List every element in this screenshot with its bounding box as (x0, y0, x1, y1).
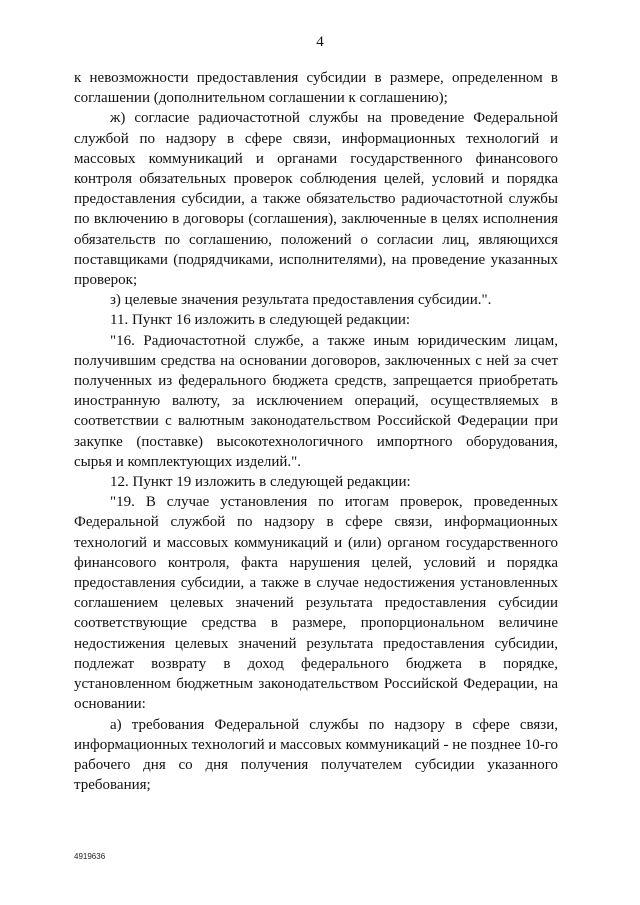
paragraph-item-zh: ж) согласие радиочастотной службы на проведение Федеральной службой по надзору в сфере связи, информационных технологий и массовых коммуникаций и органами государственного финансового контроля обязательных проверок соблюдения целей, условий и порядка предоставления субсидии, а также обязательство радиочастотной службы по включению в договоры (соглашения), заключенные в целях исполнения обязательств по соглашению, положений о согласии лиц, являющихся поставщиками (подрядчиками, исполнителями), на проведение указанных проверок; (74, 110, 558, 289)
document-code: 4919636 (74, 852, 106, 861)
paragraph-clause-16: "16. Радиочастотной службе, а также иным юридическим лицам, получившим средства на основании договоров, заключенных с ней за счет полученных из федерального бюджета средств, запрещается приобретать иностранную валюту, за исключением операций, осуществляемых в соответствии с валютным законодательством Российской Федерации при закупке (поставке) высокотехнологичного импортного оборудования, сырья и комплектующих изделий.". (74, 332, 558, 470)
page-number: 4 (316, 34, 324, 50)
paragraph-clause-19: "19. В случае установления по итогам проверок, проведенных Федеральной службой по надзору в сфере связи, информационных технологий и массовых коммуникаций и (или) органом государственного финансового контроля, факта нарушения целей, условий и порядка предоставления субсидии, а также в случае недостижения установленных соглашением целевых значений результата предоставления субсидии соответствующие средства в размере, пропорциональном величине недостижения целевых значений результата предоставления субсидии, подлежат возврату в доход федерального бюджета в порядке, установленном бюджетным законодательством Российской Федерации, на основании: (74, 494, 558, 713)
document-body (74, 68, 558, 795)
paragraph-point-12: 12. Пункт 19 изложить в следующей редакции: (110, 474, 411, 491)
paragraph-continuation: к невозможности предоставления субсидии в размере, определенном в соглашении (дополнительном соглашении к соглашению); (74, 70, 558, 107)
paragraph-item-z: з) целевые значения результата предоставления субсидии.". (110, 292, 492, 309)
paragraph-point-11: 11. Пункт 16 изложить в следующей редакции: (110, 312, 411, 329)
paragraph-item-a: а) требования Федеральной службы по надзору в сфере связи, информационных технологий и массовых коммуникаций - не позднее 10-го рабочего дня со дня получения получателем субсидии указанного требования; (74, 716, 558, 794)
